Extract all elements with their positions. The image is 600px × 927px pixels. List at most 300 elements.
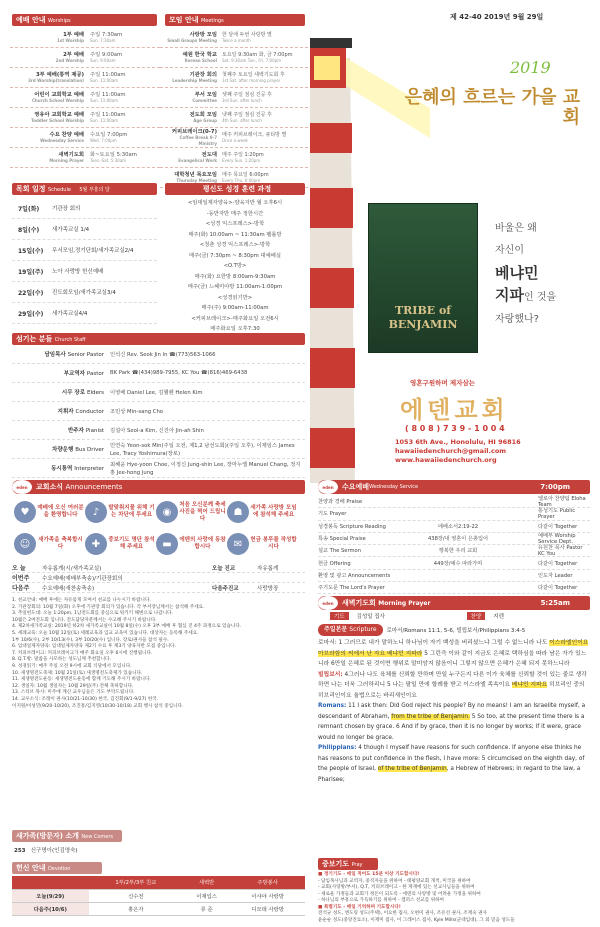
offering-when: 이번주	[12, 575, 30, 582]
wednesday-content: 에베소서2:19-22	[437, 523, 479, 530]
training-line: 매주(금) 느헤미야방 11:00am-1:00pm	[187, 284, 283, 290]
schedule-text: 기관장 회의	[52, 206, 81, 212]
meeting-row	[160, 88, 308, 108]
offering-row	[12, 563, 305, 573]
wednesday-item: 기도 Prayer	[318, 511, 347, 518]
worship-time: 화~토요일 5:30am	[90, 151, 137, 158]
pray-title-en: Pray	[351, 862, 363, 868]
staff-role-ko: 시무 장로	[61, 390, 86, 396]
announce-icon-grid	[14, 498, 298, 558]
worship-time-cell	[90, 72, 160, 84]
meeting-row	[160, 48, 308, 68]
staff-names: 민연숙 Yeon-sok Min(주일 오전, 제1,2 남선도회)(주일 오후), 이제임스 James Lee, Tracy Yoshimura(장로)	[110, 443, 295, 457]
philippians-en-highlight: of the tribe of Benjamin	[377, 766, 447, 772]
q-line-5: 인 것을	[523, 292, 557, 303]
wednesday-title-en: Wednesday Service	[369, 484, 419, 490]
meeting-row	[160, 108, 308, 128]
schedule-date: 8일(수)	[18, 226, 40, 234]
meeting-name-en: Evangelical Work	[178, 157, 217, 163]
poster	[310, 28, 595, 483]
meeting-name-en: Coffee Break 0-7 Ministry	[179, 134, 217, 146]
worship-time: 주일 11:00am	[90, 71, 126, 78]
wednesday-item: 설교 The Sermon	[318, 548, 362, 555]
staff-role-en: Senior Pastor	[67, 352, 104, 358]
meeting-time-en: 1st Sat. after morning prayer	[222, 77, 281, 83]
romans-en	[318, 701, 590, 743]
romans-ko-highlight: 이스라엘인이요 아브라함의 씨에서 난 자요 베냐민 지파라	[318, 640, 589, 657]
scripture-label-en: Scripture	[349, 626, 377, 633]
worship-name: 3부 예배(통역 제공)	[35, 71, 84, 78]
staff-role-ko: 지휘자	[57, 409, 74, 415]
training-line: <O.T방>	[223, 263, 247, 269]
schedule-date: 19일(주)	[18, 268, 44, 276]
newcomers-title: 새가족(방문자) 소개	[16, 832, 79, 840]
offering-desc: 자유롭게(시/새가족교실)	[42, 565, 102, 572]
training-line: 매주(금) 7:30pm ~ 8:30pm 대예배실	[189, 252, 281, 259]
meeting-name: 사랑방 모임	[189, 31, 217, 38]
staff-row	[12, 459, 305, 478]
wednesday-item: 환영 및 광고 Announcements	[318, 572, 391, 579]
romans-ko-1: 로마서: 1 그러므로 내가 말하노니 하나님이 자기 백성을 버리셨느냐 그럴 수 없느니라 나도	[318, 640, 550, 646]
announce-list-item: 10월은 2여전도회 입니다. 전도담당자분께서는 수고해 주시기 바랍니다.	[12, 617, 157, 623]
philippians-en	[318, 743, 590, 785]
announce-title: 교회소식	[36, 483, 64, 491]
worship-time-en: Sun. 11:00am	[90, 117, 119, 123]
philippians-en-2: , a Hebrew of Hebrews; in regard to the law, a Pharisee;	[318, 766, 581, 783]
wednesday-content: 행복한 우리 교회	[438, 548, 478, 555]
staff-role	[12, 350, 110, 358]
announce-text: 에덴의 사랑에 동참합시다	[179, 537, 226, 550]
announce-icon: ▬	[156, 533, 178, 555]
announce-text: 헌금 봉투를 작성합시다	[250, 537, 297, 550]
wednesday-leader: 다같이 Together	[538, 560, 578, 567]
pray-line: 윤순순 성도(중앙진료소), 이재미 집사, 이 그레이스 집사, Kyle Mills(군대입대), 그 외 믿음 성도들	[318, 917, 515, 923]
announce-text: 새가족 사랑방 모임에 참석해 주세요	[250, 505, 297, 518]
worship-header	[12, 14, 157, 26]
staff-role	[12, 464, 110, 472]
staff-role-ko: 담임목사	[44, 352, 66, 358]
staff-role	[12, 407, 110, 415]
announce-list-item: 9. 성경읽기: 매주 주일 오전 9시에 교회 식당에서 모입니다.	[12, 663, 132, 669]
meeting-name-en: Korean School	[184, 57, 217, 63]
announce-item	[227, 530, 298, 558]
poster-question	[495, 218, 595, 331]
worship-name-en: Church School Worship	[31, 97, 84, 103]
scripture-label-ko: 주일본문	[324, 626, 348, 633]
philippians-ko-2: 히브리인 중의 히브리인이요 율법으로는 바리새인이요	[318, 682, 585, 699]
pray-line: - 담임목사님과 교역자, 중직자들을 위하여 - 태평양교회 개척, 미국을 위하여	[318, 878, 471, 884]
staff-header	[12, 333, 305, 345]
meeting-time-cell	[222, 172, 308, 184]
prayer-leader: 김성일 집사	[356, 614, 385, 620]
worship-time-en: Sun. 11:00am	[90, 97, 119, 103]
schedule-date: 7일(화)	[18, 205, 40, 213]
eden-logo-icon: eden	[12, 480, 32, 494]
meeting-time: 토요일 9:30am 화, 금 7:00pm	[222, 51, 293, 58]
staff-role-en: Elders	[86, 390, 104, 396]
meeting-row	[160, 28, 308, 48]
q-line-1: 바울은 왜	[495, 223, 537, 234]
announce-list-item: 8. Q.T.방: 말씀을 사모하는 성도님께 추천합니다.	[12, 657, 111, 663]
meeting-name: 부서 모임	[194, 91, 217, 98]
worship-label	[10, 52, 90, 64]
announce-list-item: 2. 기관장회의: 10월 7일(화) 오후에 기관장 회의가 있습니다. 각 부서장님께서는 참석해 주세요.	[12, 604, 205, 610]
announce-item	[85, 530, 156, 558]
devotion-row	[12, 902, 305, 915]
devotion-cell: 이재입스	[183, 889, 230, 902]
announce-list-item: 4. 제2차새가족교실: 2019년 하2차 새가족교실이 10월 8일(수) 오후 3부 예배 후 협심 진 4주 과정으로 있습니다.	[12, 624, 242, 630]
meetings-list	[160, 28, 308, 188]
poster-website[interactable]: www.hawaiiedenchurch.org	[395, 456, 497, 464]
staff-role-en: Pastor	[86, 371, 104, 377]
schedule-text: 새가족교실4/4	[52, 311, 88, 317]
morning-header	[318, 596, 590, 610]
staff-title: 섬기는 분들	[16, 335, 53, 343]
morning-time: 5:25am	[540, 599, 570, 607]
romans-en-label: Romans:	[318, 703, 347, 709]
meeting-name: 기관장 회의	[189, 71, 217, 78]
meeting-name: 예원 한국 학교	[182, 51, 217, 58]
meeting-label	[160, 52, 222, 64]
eden-logo-icon: eden	[318, 480, 338, 494]
announce-text: 발맞춰지물 위해 기는 차단에 투세요	[108, 505, 155, 518]
staff-role-en: Interpreter	[74, 466, 104, 472]
schedule-row	[12, 240, 157, 261]
wednesday-item: 특송 Special Praise	[318, 536, 366, 543]
meeting-label	[160, 129, 222, 147]
worship-row	[10, 108, 160, 128]
meeting-time-cell	[222, 112, 308, 124]
staff-role-ko: 부교역자	[63, 371, 85, 377]
worship-name-en: 1st Worship	[57, 37, 84, 43]
devotion-head-cell	[12, 876, 89, 889]
meeting-label	[160, 172, 222, 184]
meeting-time-cell	[222, 132, 308, 144]
worship-time-en: Wed. 7:00pm	[90, 137, 117, 143]
scripture-text	[318, 638, 590, 785]
announce-list-item: 10. 새생명전도축제: 10월 21일(토) 새생명전도축제가 있습니다.	[12, 670, 143, 676]
wednesday-header	[318, 480, 590, 494]
meeting-label	[160, 152, 222, 164]
meeting-time: 셋째 주일 점심 진공 후	[222, 91, 272, 98]
pray-header	[318, 858, 378, 870]
worship-time-en: Sun. 9:00am	[90, 57, 116, 63]
worship-list	[10, 28, 160, 168]
meeting-time-en: 3rd Sun. after lunch	[222, 97, 262, 103]
offering-desc: 수요예배(새찬송축송)	[42, 585, 95, 592]
wednesday-leader: 통성기도 Public Prayer	[538, 508, 576, 521]
philippians-en-label: Philippians:	[318, 745, 357, 751]
staff-names: 최혜윤 Hye-yoon Choe, 이정신 Jung-shin Lee, 장마누엘 Manuel Chang, 정지홍 Jee-hong Jung	[110, 462, 301, 476]
offering-row	[12, 573, 305, 583]
devotion-cell: 다음주(10/6)	[12, 902, 89, 915]
announce-icon: ☗	[227, 501, 249, 523]
devotion-row	[12, 889, 305, 902]
announce-icon: ♪	[85, 501, 107, 523]
romans-ko	[318, 638, 590, 670]
meeting-time-en: 4th Sun. after lunch	[222, 117, 262, 123]
worship-time: 주일 7:30am	[90, 31, 123, 38]
meeting-time-en: Once a week	[222, 137, 248, 143]
meeting-row	[160, 128, 308, 148]
poster-phone: ( 8 0 8 ) 7 3 9 - 1 0 0 4	[405, 424, 505, 433]
newcomers-header	[12, 830, 122, 842]
announce-title-en: Announcements	[65, 483, 123, 491]
offering-when: 다음주	[12, 585, 30, 592]
wednesday-row	[318, 508, 590, 520]
staff-list	[12, 345, 305, 478]
romans-en-1: 11 I ask then: Did God reject his people? By no means! I am an Israelite myself, a descendant of Abraham,	[318, 703, 586, 720]
worship-time-cell	[90, 32, 160, 44]
announce-list-item: 13. 스티브 목사: 미주에 계신 교우님들은 기도 부탁드립니다.	[12, 690, 135, 696]
schedule-text: 무서모임,정기단회/새가족교실2/4	[52, 248, 134, 254]
wednesday-item: 찬양과 경배 Praise	[318, 499, 363, 506]
poster-year: 2019	[510, 58, 551, 77]
praise-label: 찬양	[467, 612, 486, 620]
devotion-title-en: Devotion	[47, 866, 71, 872]
staff-names: 이영배 Daniel Lee, 김헬렌 Helen Kim	[110, 390, 203, 396]
poster-title: 은혜의 흐르는 가을 교회	[404, 87, 580, 128]
worship-name: 수요 찬양 예배	[49, 131, 84, 138]
announce-icon: ✉	[227, 533, 249, 555]
announce-list-item: 5. 세례교육: 오늘 10월 12일(토) 세례교육과 입교 교육이 있습니다. 대상자는 등록해 주세요.	[12, 630, 199, 636]
announce-text: 새가족을 축복합시다	[38, 537, 83, 550]
meeting-row	[160, 68, 308, 88]
staff-names: 인석신 Rev. Seok Jin In ☎(773)563-1066	[110, 352, 216, 358]
poster-slogan: 영혼구원하며 제자삼는	[410, 379, 476, 387]
devotion-head-cell: 1부/2부/3부 친교	[89, 876, 183, 889]
announce-list	[12, 598, 305, 710]
announce-item	[14, 530, 85, 558]
announce-list-item: 이지원/이성민(9/20-10/20), 조진흥/김지영(10/30-10/18) 교회 행사 참석 중입니다.	[12, 703, 184, 709]
devotion-header	[12, 862, 102, 874]
philippians-en-1: 4 though I myself have reasons for such confidence. If anyone else thinks he has reasons to put confidence in the flesh, I have more: 5 circumcised on the eighth day, of the people of Israel,	[318, 745, 585, 772]
scripture-row	[318, 624, 590, 636]
schedule-list	[12, 198, 157, 324]
philippians-ko-1: 4그러나 나도 육체를 신뢰할 만하며 만일 누구든지 다른 이가 육체를 신뢰할 것이 있는 줄로 생각하면 나는 더욱 그러하리니 5 나는 팔일 만에 할례를 받고 이스라엘 족속이요	[318, 671, 587, 688]
announce-list-item: 7. 커피브레이크: 커피브레이크가 매주 화요일 오후 6시에 진행됩니다.	[12, 650, 153, 656]
issue-line: 제 42-40 2019년 9월 29일	[450, 13, 544, 21]
devotion-cell: 류 준	[183, 902, 230, 915]
poster-email[interactable]: hawaiiedenchurch@gmail.com	[395, 447, 507, 455]
schedule-text: 진도회모임/새가족교실3/4	[52, 290, 116, 296]
wednesday-row	[318, 582, 590, 594]
worship-time-cell	[90, 112, 160, 124]
worship-label	[10, 92, 90, 104]
wednesday-leader: 유원찬 목사 Pastor KC You	[538, 545, 583, 558]
wednesday-item: 성경봉독 Scripture Reading	[318, 523, 386, 530]
wednesday-order	[318, 496, 590, 594]
wednesday-leader: 다같이 Together	[538, 585, 578, 592]
pray-title: 중보기도	[322, 860, 350, 868]
schedule-date: 29일(수)	[18, 310, 44, 318]
announce-icon: ◉	[156, 501, 178, 523]
schedule-row	[12, 303, 157, 324]
devotion-head-cell: 주방봉사	[230, 876, 305, 889]
staff-row	[12, 440, 305, 459]
wednesday-item: 헌금 Offering	[318, 560, 351, 567]
schedule-row	[12, 282, 157, 303]
worship-name-en: Wednesday Service	[40, 137, 84, 143]
schedule-row	[12, 219, 157, 240]
meeting-label	[160, 112, 222, 124]
devotion-head-cell: 새벽반	[183, 876, 230, 889]
meetings-title-en: Meetings	[200, 18, 224, 24]
staff-role	[12, 426, 110, 434]
schedule-date: 15일(수)	[18, 247, 44, 255]
offering-role: 오늘 진교	[212, 565, 236, 572]
announce-list-item: 6. 임대일제자양육: 임대일제자양육 제2기 수료 후 제3기 양육자반 모집 중입니다.	[12, 644, 176, 650]
meeting-label	[160, 32, 222, 44]
worship-label	[10, 32, 90, 44]
worship-time-cell	[90, 132, 160, 144]
worship-time-en: Sun. 7:30am	[90, 37, 116, 43]
meeting-time-en: Every Sun. 1:20pm	[222, 157, 261, 163]
romans-en-2: 5 So too, at the present time there is a remnant chosen by grace. 6 And if by grace, then it is no longer by works; if it were, grace would no longer be grace.	[318, 713, 585, 741]
worship-title-en: Worships	[47, 18, 71, 24]
meeting-time-cell	[222, 32, 308, 44]
schedule-note: 5월 부흥의 달	[79, 187, 110, 193]
staff-title-en: Church Staff	[54, 337, 86, 343]
romans-ko-2: 5 그런즉 이와 같이 지금도 은혜로 택하심을 따라 남은 자가 있느니라 6만일 은혜로 된 것이면 행위로 말미암지 않음이니 그렇지 않으면 은혜가 은혜 되지 못하느니라	[318, 650, 587, 667]
worship-time-cell	[90, 92, 160, 104]
wednesday-row	[318, 533, 590, 545]
announce-icon: ♥	[14, 501, 36, 523]
newcomers-row	[14, 846, 78, 854]
training-line: -동반자반 매주 정한시간	[206, 210, 264, 217]
morning-title-en: Morning Prayer	[378, 599, 431, 607]
wednesday-content: 449장/예수 따라가며	[433, 560, 483, 567]
meeting-time: 넷째 주일 점심 진공 후	[222, 111, 272, 118]
worship-name-en: 3rd Worship(translation)	[28, 77, 84, 83]
meeting-time-en: Sat. 9:30am Tue., Fri. 7:00pm	[222, 57, 282, 63]
meeting-name: 전도대	[201, 151, 217, 158]
staff-role-ko: 차량운행	[52, 447, 74, 453]
worship-title: 예배 안내	[16, 16, 46, 24]
wednesday-content: 438장/내 영혼이 은총입어	[427, 536, 489, 543]
offering-row	[12, 583, 305, 593]
worship-time-en: Sun. 11:00am	[90, 77, 119, 83]
worship-row	[10, 28, 160, 48]
meeting-name-en: Thursday Meeting	[176, 177, 217, 183]
q-line-2: 자신이	[495, 245, 524, 256]
newcomers-title-en: New Comers	[81, 834, 114, 840]
schedule-date: 22일(수)	[18, 289, 44, 297]
training-header	[165, 183, 305, 195]
pray-list	[318, 872, 590, 924]
schedule-text: 노아 사랑방 헌신예배	[52, 269, 104, 275]
worship-name: 영유아 교회학교 예배	[34, 111, 84, 118]
worship-label	[10, 72, 90, 84]
announce-item	[14, 498, 85, 526]
pray-line: 전석규 성도, 엔도링 성도(주택), 이요한 집사, 오현미 권사, 조유선 권사, 조재숙 권사	[318, 911, 487, 916]
announce-item	[227, 498, 298, 526]
training-line: 매주(주) 9:00am-11:00am	[201, 305, 269, 311]
worship-label	[10, 112, 90, 124]
announce-item	[156, 530, 227, 558]
offering-person: 사랑방장	[257, 585, 279, 592]
training-line: <커피브레이크>-매주화요일 오전6시	[191, 315, 279, 322]
announce-item	[85, 498, 156, 526]
announce-text: 처음 오신분께 축세사진을 찍어 드립니다	[179, 501, 226, 522]
wednesday-title: 수요예배	[342, 483, 370, 491]
worship-time-cell	[90, 52, 160, 64]
worship-label	[10, 152, 90, 164]
meetings-title: 모임 안내	[169, 16, 199, 24]
meeting-row	[160, 148, 308, 168]
worship-time: 주일 11:00am	[90, 91, 126, 98]
wednesday-leader: 예배부 Worship Service Dept.	[538, 533, 576, 546]
pray-line: - 교회(사랑방/부서), Q.T, 커피브레이크 - 한 게재에 있는 선교사님들을 위하여	[318, 885, 475, 890]
worship-row	[10, 68, 160, 88]
worship-time-en: Tues.-Sat. 5:30am	[90, 157, 127, 163]
wednesday-row	[318, 545, 590, 557]
meeting-name: 커피브레이크(0-7)	[171, 128, 217, 135]
morning-title: 새벽기도회	[342, 599, 376, 607]
meeting-time-en: Every Thu. 6:00pm	[222, 177, 261, 183]
staff-row	[12, 421, 305, 440]
staff-row	[12, 345, 305, 364]
pray-line: - 새로운 가정들과 교회가 정돈이 되도록 - 에덴의 사랑방 및 어려운 가정을 위하여	[318, 891, 481, 897]
staff-role-en: Conductor	[75, 409, 104, 415]
morning-leader-row	[330, 611, 590, 621]
announce-list-item: 1. 친교안내: 예배 후에는 자유롭게 모여서 친교를 나누시기 바랍니다.	[12, 598, 151, 603]
staff-role-en: Bus Driver	[75, 447, 104, 453]
offering-role: 다음주진교	[212, 585, 239, 592]
meeting-name: 대학청년 목요모임	[174, 171, 217, 178]
meeting-name-en: Age Group	[193, 117, 217, 123]
devotion-cell: 신수전	[89, 889, 183, 902]
announce-list-item: 1부 10/6(수), 2부 10/13(수), 3부 10/20(수) 입니다. 장로/권사들 참석 필수.	[12, 637, 169, 643]
staff-names: BK Park ☎(434)989-7955, KC You ☎(816)469-6438	[110, 370, 248, 376]
worship-row	[10, 148, 160, 168]
devotion-table	[12, 876, 305, 916]
meeting-time: 매주 주일 1:20pm	[222, 151, 264, 158]
schedule-row	[12, 198, 157, 219]
scripture-reference: 로마서/Romans 11:1, 5-6, 빌립보서/Philippians 3:4-5	[386, 628, 526, 634]
meetings-header	[165, 14, 305, 26]
staff-row	[12, 383, 305, 402]
offering-person: 자유롭게	[257, 565, 279, 572]
staff-role	[12, 388, 110, 396]
training-line: 매주(화) 10:00am ~ 11:30am 펠롤방	[188, 231, 282, 238]
meeting-name-en: Leadership Meeting	[172, 77, 217, 83]
worship-name-en: Toddler School Worship	[31, 117, 84, 123]
worship-time-cell	[90, 152, 160, 164]
praise-leader: 지렌	[493, 614, 504, 620]
meeting-time: 첫째주 토요일 새벽기도회 후	[222, 71, 285, 78]
training-line: <청춘 성경 익스프레스>-방학	[199, 242, 271, 248]
meeting-name-en: Small Groups Meeting	[167, 37, 217, 43]
worship-name: 1부 예배	[63, 31, 84, 38]
q-line-3: 베냐민	[495, 264, 539, 282]
meeting-name-en: Committee	[192, 97, 217, 103]
meeting-time: 한 달에 두번 사랑방 별	[222, 31, 272, 38]
announce-list-item: 12. 생일자: 10월 생일자는 10월 29일(주) 전체 축하합니다.	[12, 683, 134, 689]
staff-row	[12, 402, 305, 421]
announce-list-item: 3. 추일헌도대: 오늘 1:20pm, 1남전도회를 중심으로 워키키 해변으로 나갑니다.	[12, 611, 173, 617]
training-line: 매주(화) 요한방 8:00am-9:30am	[194, 273, 276, 280]
schedule-header	[12, 183, 157, 195]
meeting-time: 매주 목요일 6:00pm	[222, 171, 269, 178]
worship-label	[10, 132, 90, 144]
wednesday-row	[318, 570, 590, 582]
meeting-time-cell	[222, 92, 308, 104]
staff-role-en: Pianist	[85, 428, 104, 434]
announce-text: 예배에 오신 여러분을 환영합니다	[37, 505, 84, 518]
wednesday-leader: 다같이 Together	[538, 523, 578, 530]
poster-church-name: 에덴교회	[400, 396, 509, 424]
